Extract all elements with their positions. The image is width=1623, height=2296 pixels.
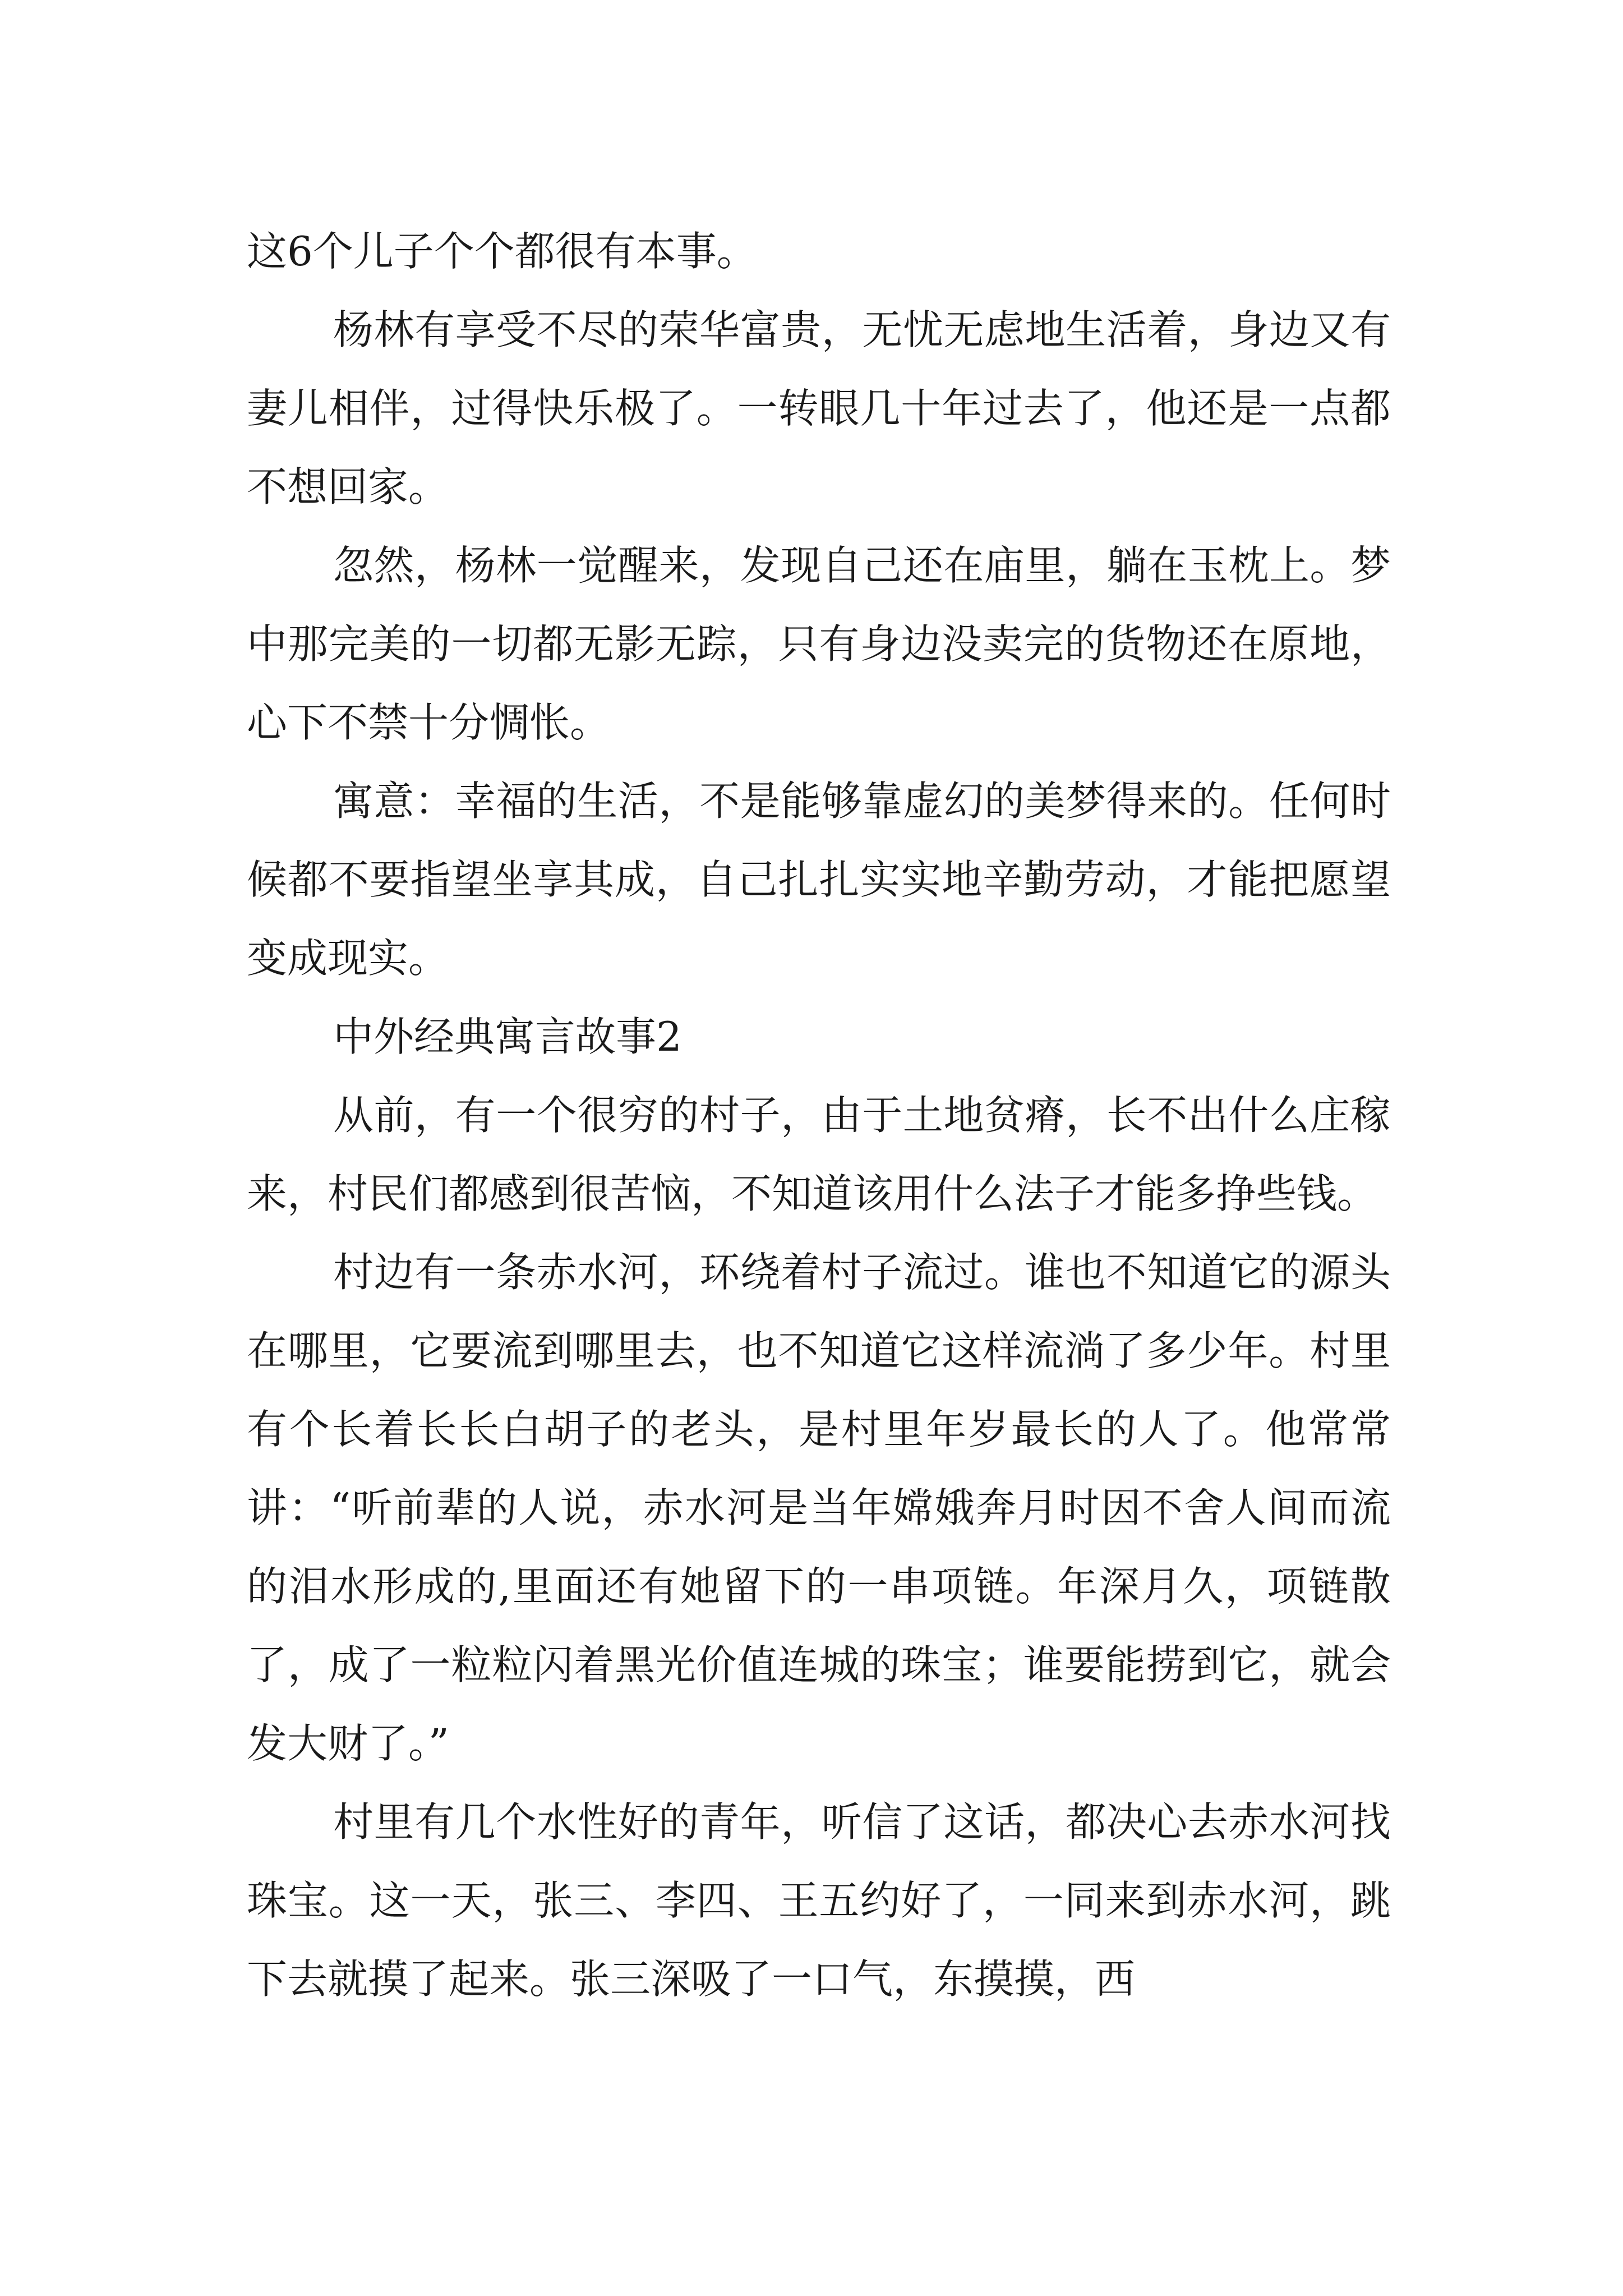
paragraph-3: 忽然，杨林一觉醒来，发现自己还在庙里，躺在玉枕上。梦中那完美的一切都无影无踪，只有身边没卖完的货物还在原地，心下不禁十分惆怅。 [247, 542, 1391, 746]
paragraph-1: 这6个儿子个个都很有本事。 [247, 228, 757, 275]
moral-paragraph: 寓意：幸福的生活，不是能够靠虚幻的美梦得来的。任何时候都不要指望坐享其成，自己扎扎实实地辛勤劳动，才能把愿望变成现实。 [247, 777, 1391, 982]
paragraph-6: 村边有一条赤水河，环绕着村子流过。谁也不知道它的源头在哪里，它要流到哪里去，也不知道它这样流淌了多少年。村里有个长着长长白胡子的老头，是村里年岁最长的人了。他常常讲：“听前辈的人说，赤水河是当年嫦娥奔月时因不舍人间而流的泪水形成的,里面还有她留下的一串项链。年深月久，项链散了，成了一粒粒闪着黑光价值连城的珠宝；谁要能捞到它，就会发大财了。” [247, 1249, 1391, 1767]
paragraph-2: 杨林有享受不尽的荣华富贵，无忧无虑地生活着，身边又有妻儿相伴，过得快乐极了。一转眼几十年过去了，他还是一点都不想回家。 [247, 306, 1391, 510]
document-body [247, 212, 1391, 2018]
paragraph-7: 村里有几个水性好的青年，听信了这话，都决心去赤水河找珠宝。这一天，张三、李四、王五约好了，一同来到赤水河，跳下去就摸了起来。张三深吸了一口气，东摸摸，西 [247, 1798, 1391, 2003]
paragraph-5: 从前，有一个很穷的村子，由于土地贫瘠，长不出什么庄稼来，村民们都感到很苦恼，不知道该用什么法子才能多挣些钱。 [247, 1092, 1391, 1217]
story-heading: 中外经典寓言故事2 [333, 1013, 682, 1060]
